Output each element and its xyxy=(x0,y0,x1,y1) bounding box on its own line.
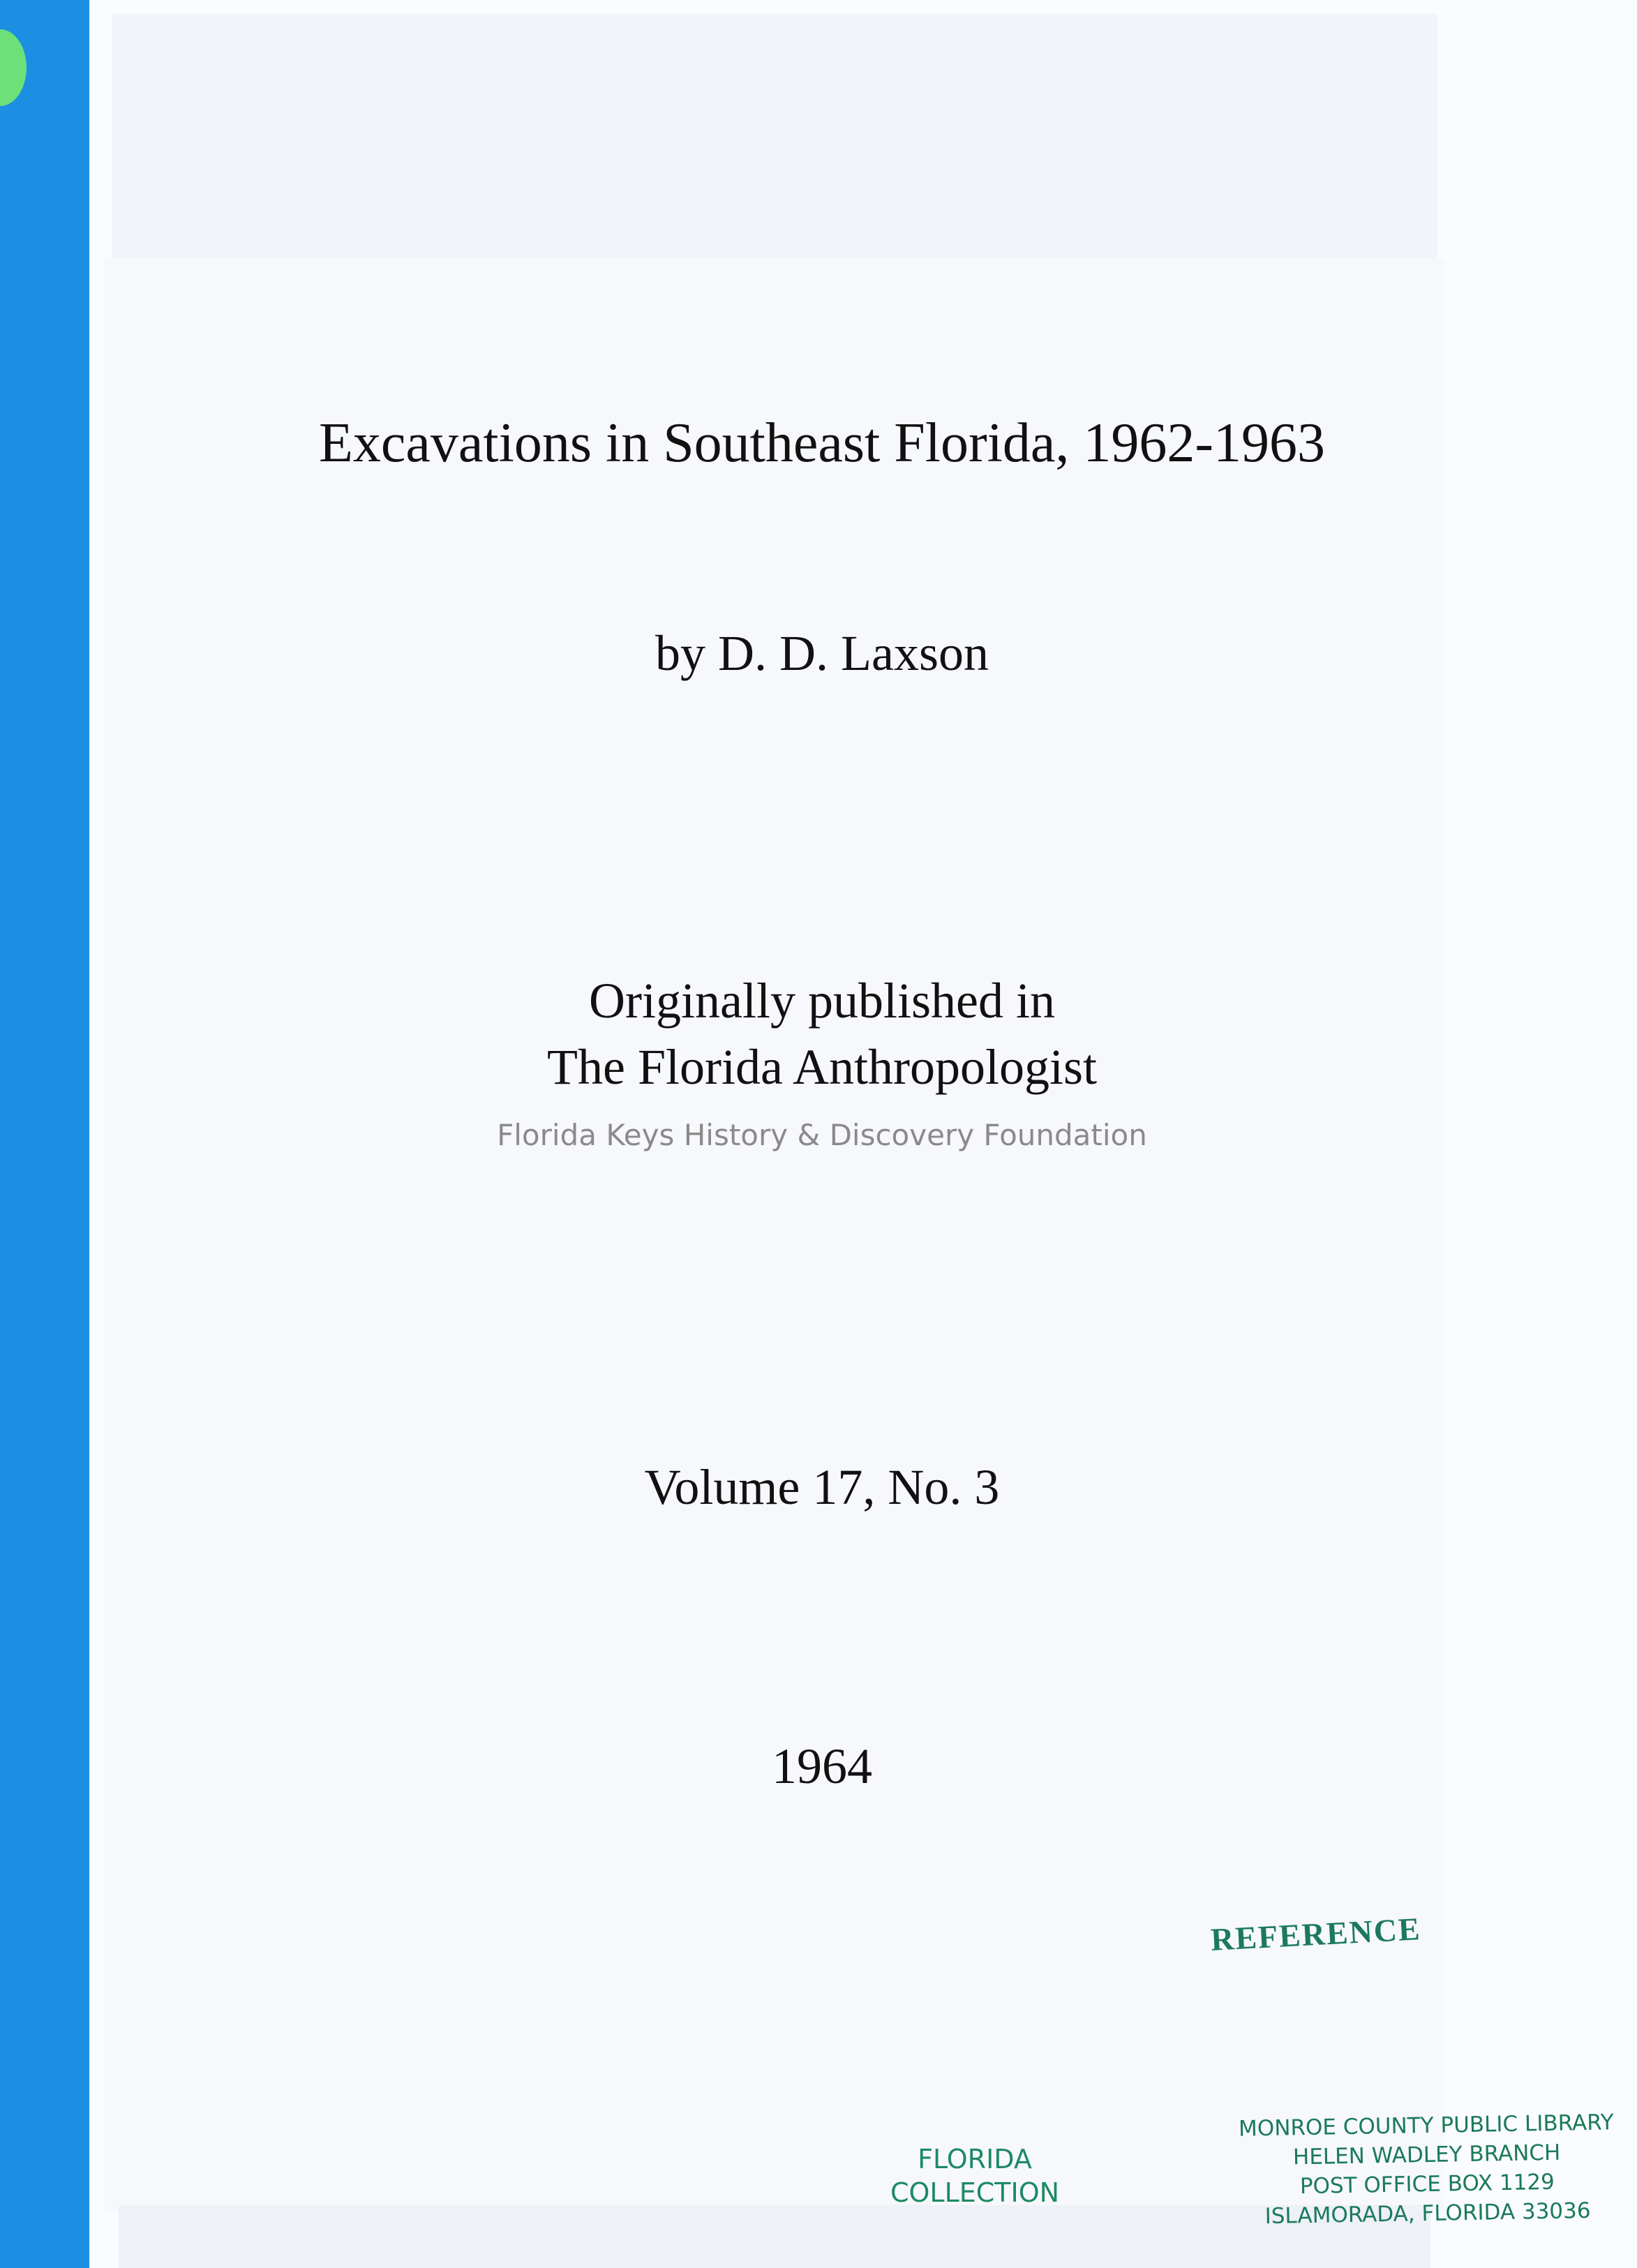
florida-collection-stamp xyxy=(881,2142,1069,2209)
binding-strip xyxy=(0,0,89,2268)
library-stamp-line-4: ISLAMORADA, FLORIDA 33036 xyxy=(1264,2198,1591,2230)
library-stamp-line-1: MONROE COUNTY PUBLIC LIBRARY xyxy=(1238,2110,1614,2142)
collection-stamp-line-2: COLLECTION xyxy=(890,2177,1060,2208)
document-title: Excavations in Southeast Florida, 1962-1963 xyxy=(318,412,1326,474)
publication-note-line-1: Originally published in xyxy=(589,973,1055,1029)
author-line: by D. D. Laxson xyxy=(655,625,989,681)
library-stamp-line-3: POST OFFICE BOX 1129 xyxy=(1299,2169,1555,2200)
collection-stamp-line-1: FLORIDA xyxy=(918,2144,1032,2174)
publication-year: 1964 xyxy=(772,1738,872,1794)
library-stamp-line-2: HELEN WADLEY BRANCH xyxy=(1292,2140,1561,2170)
library-stamp xyxy=(1217,2107,1637,2232)
publication-note-line-2: The Florida Anthropologist xyxy=(547,1039,1097,1095)
volume-line: Volume 17, No. 3 xyxy=(644,1459,1000,1515)
reference-stamp: REFERENCE xyxy=(1209,1911,1422,1957)
faded-background-page-top xyxy=(112,14,1437,265)
foundation-watermark: Florida Keys History & Discovery Foundation xyxy=(497,1118,1147,1152)
